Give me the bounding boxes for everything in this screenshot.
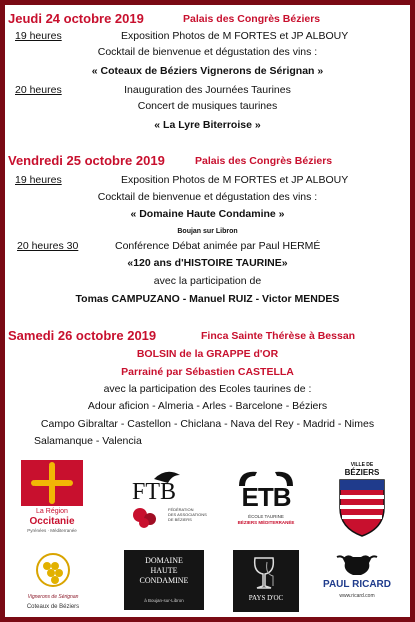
occitanie-line1: La Région	[36, 508, 68, 515]
serignan-line1: Vignerons de Sérignan	[27, 594, 79, 600]
ftb-line1: FÉDÉRATION	[168, 507, 194, 512]
day2-date: Vendredi 25 octobre 2019	[8, 153, 165, 168]
etb-logo	[231, 468, 301, 530]
day1-time1: 19 heures	[15, 30, 62, 42]
occitanie-line3: Pyrénées · Méditerranée	[27, 528, 77, 533]
etb-line1: ÉCOLE TAURINE	[248, 514, 284, 519]
day2-cocktail: Cocktail de bienvenue et dégustation des vins :	[97, 191, 318, 203]
day2-expo: Exposition Photos de M FORTES et JP ALBOUY	[121, 174, 349, 186]
day2-time1: 19 heures	[15, 174, 62, 186]
condamine-line4: à Boujan-sur-Libron	[144, 598, 184, 603]
day2-conference: Conférence Débat animée par Paul HERMÉ	[115, 240, 321, 252]
etb-line2: BÉZIERS MÉDITERRANÉE	[237, 520, 295, 525]
grapes-icon	[19, 550, 87, 594]
wine-glasses-icon	[233, 552, 299, 592]
day2-venue: Palais des Congrès Béziers	[195, 155, 333, 167]
day1-band: « La Lyre Biterroise »	[154, 119, 261, 131]
day3-sponsor: Parrainé par Sébastien CASTELLA	[121, 366, 294, 378]
beziers-line2: BÉZIERS	[344, 468, 380, 477]
day1-expo: Exposition Photos de M FORTES et JP ALBOUY	[121, 30, 349, 42]
etb-mark: ETB	[241, 482, 291, 512]
ftb-logo	[124, 463, 210, 531]
condamine-line3: CONDAMINE	[139, 576, 189, 585]
day3-schools-line2: Campo Gibraltar - Castellon - Chiclana - Nava del Rey - Madrid - Nimes	[40, 418, 375, 430]
day2-wine: « Domaine Haute Condamine »	[130, 208, 285, 220]
day2-place: Boujan sur Libron	[177, 228, 238, 235]
day2-time2: 20 heures 30	[17, 240, 79, 252]
day3-date: Samedi 26 octobre 2019	[8, 328, 157, 343]
beziers-logo	[334, 462, 390, 538]
day1-venue: Palais des Congrès Béziers	[183, 13, 321, 25]
ricard-line1: PAUL RICARD	[323, 579, 391, 590]
day1-wine: « Coteaux de Béziers Vignerons de Sérignan »	[91, 65, 324, 77]
ftb-line3: DE BÉZIERS	[168, 517, 192, 522]
serignan-logo	[19, 550, 87, 614]
day3-schools-line1: Adour aficion - Almeria - Arles - Barcelone - Béziers	[87, 400, 328, 412]
ftb-mark: FTB	[132, 479, 177, 505]
day3-venue: Finca Sainte Thérèse à Bessan	[201, 330, 356, 342]
day3-schools-line3: Salamanque - Valencia	[34, 435, 142, 447]
ricard-line2: www.ricard.com	[339, 593, 375, 599]
day2-speakers: Tomas CAMPUZANO - Manuel RUIZ - Victor MENDES	[75, 293, 340, 305]
ricard-bull-icon	[317, 553, 397, 579]
ricard-logo	[317, 553, 397, 605]
day1-date: Jeudi 24 octobre 2019	[8, 11, 144, 26]
day2-topic: «120 ans d'HISTOIRE TAURINE»	[127, 257, 288, 269]
day1-concert: Concert de musiques taurines	[137, 100, 278, 112]
occitanie-line2: Occitanie	[29, 516, 75, 527]
condamine-line2: HAUTE	[150, 566, 178, 575]
occitanie-cross-icon	[17, 458, 87, 508]
occitanie-logo	[17, 458, 87, 534]
paysdoc-line1: PAYS D'OC	[248, 594, 284, 602]
day1-cocktail: Cocktail de bienvenue et dégustation des vins :	[97, 46, 318, 58]
coat-of-arms-icon	[334, 478, 390, 538]
condamine-logo	[124, 550, 204, 610]
condamine-line1: DOMAINE	[145, 556, 183, 565]
day2-participation: avec la participation de	[153, 275, 262, 287]
day1-inauguration: Inauguration des Journées Taurines	[124, 84, 291, 96]
day3-schools-intro: avec la participation des Ecoles taurines de :	[103, 383, 312, 395]
beziers-line1: VILLE DE	[350, 462, 374, 468]
paysdoc-logo	[233, 550, 299, 612]
serignan-line2: Coteaux de Béziers	[26, 604, 80, 610]
ftb-line2: DES ASSOCIATIONS	[168, 512, 207, 517]
poster-page	[5, 5, 410, 617]
day1-time2: 20 heures	[15, 84, 62, 96]
day3-event: BOLSIN de la GRAPPE d'OR	[136, 348, 279, 360]
